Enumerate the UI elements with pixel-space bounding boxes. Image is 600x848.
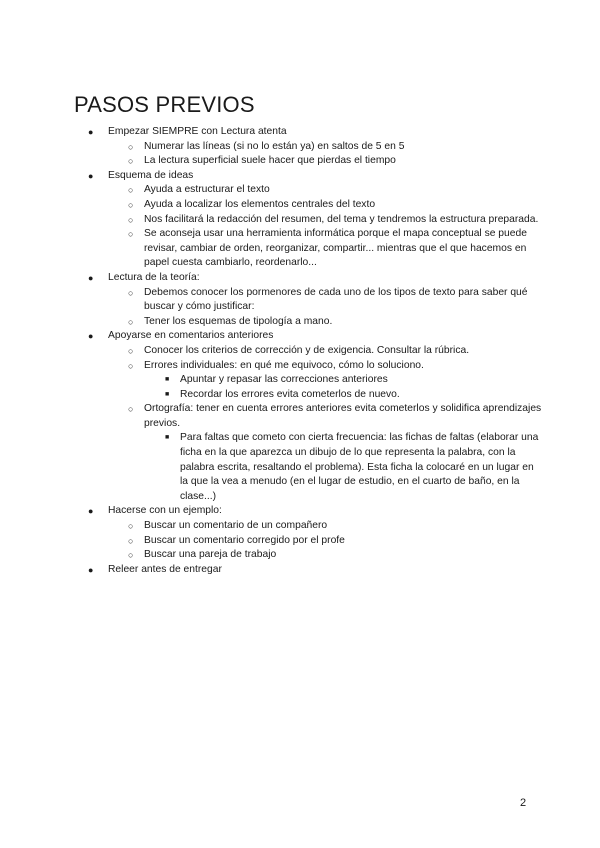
list-item bbox=[82, 504, 542, 562]
list-item-text: Errores individuales: en qué me equivoco, cómo lo soluciono. bbox=[144, 359, 424, 371]
list-item bbox=[82, 286, 542, 315]
page-title: PASOS PREVIOS bbox=[74, 92, 255, 117]
list-item bbox=[82, 213, 542, 228]
bullet-icon: ● bbox=[88, 272, 94, 283]
bullet-icon: ○ bbox=[128, 360, 134, 371]
bullet-icon: ● bbox=[88, 170, 94, 181]
bullet-icon: ○ bbox=[128, 214, 134, 225]
list-item bbox=[82, 563, 542, 578]
bullet-icon: ○ bbox=[128, 141, 134, 152]
list-item bbox=[82, 431, 542, 504]
list-item bbox=[82, 519, 542, 534]
list-item bbox=[82, 169, 542, 271]
bullet-list-level-2 bbox=[108, 519, 542, 563]
bullet-icon: ○ bbox=[128, 229, 134, 240]
list-item-text: Ayuda a estructurar el texto bbox=[144, 184, 270, 196]
bullet-icon: ● bbox=[88, 564, 94, 575]
list-item-text: Tener los esquemas de tipología a mano. bbox=[144, 315, 333, 327]
bullet-icon: ○ bbox=[128, 535, 134, 546]
list-item-text: Apuntar y repasar las correcciones anteriores bbox=[180, 374, 388, 386]
list-item bbox=[82, 140, 542, 155]
bullet-icon: ● bbox=[88, 506, 94, 517]
bullet-icon: ○ bbox=[128, 185, 134, 196]
list-item-text: Empezar SIEMPRE con Lectura atenta bbox=[108, 126, 287, 137]
bullet-icon: ■ bbox=[165, 390, 170, 398]
list-item bbox=[82, 344, 542, 359]
list-item-text: Buscar un comentario corregido por el profe bbox=[144, 534, 345, 546]
list-item-text: Se aconseja usar una herramienta informática porque el mapa conceptual se puede revisar, cambiar de orden, reorganizar, compartir... mientras que el que hacemos en papel cuesta cambiarlo, reordenarlo... bbox=[144, 228, 527, 269]
bullet-icon: ■ bbox=[165, 434, 170, 442]
list-item bbox=[82, 154, 542, 169]
bullet-icon: ○ bbox=[128, 345, 134, 356]
bullet-icon: ● bbox=[88, 127, 94, 137]
bullet-icon: ○ bbox=[128, 316, 134, 327]
list-item-text: Recordar los errores evita cometerlos de nuevo. bbox=[180, 388, 400, 400]
list-item-text: Buscar una pareja de trabajo bbox=[144, 549, 277, 561]
list-item bbox=[82, 183, 542, 198]
list-item-text: Lectura de la teoría: bbox=[108, 271, 200, 283]
list-item-text: Releer antes de entregar bbox=[108, 563, 222, 575]
list-item bbox=[82, 359, 542, 403]
list-item-text: Para faltas que cometo con cierta frecuencia: las fichas de faltas (elaborar una ficha en la que aparezca un dibujo de lo que representa la palabra, con la palabra escrita, resaltando el problema). Esta ficha la colocaré en un lugar en la que la vea a menudo (en el lugar de estudio, en el cuarto de baño, en la clase...) bbox=[180, 432, 539, 502]
bullet-list-level-2 bbox=[108, 140, 542, 169]
bullet-list-level-3 bbox=[144, 373, 542, 402]
bullet-icon: ○ bbox=[128, 287, 134, 298]
list-item-text: Numerar las líneas (si no lo están ya) en saltos de 5 en 5 bbox=[144, 140, 405, 152]
page-number: 2 bbox=[520, 797, 527, 809]
list-item-text: Apoyarse en comentarios anteriores bbox=[108, 330, 274, 342]
list-item bbox=[82, 402, 542, 504]
list-item-text: Conocer los criterios de corrección y de exigencia. Consultar la rúbrica. bbox=[144, 344, 470, 356]
list-item bbox=[82, 388, 542, 403]
list-item-text: Buscar un comentario de un compañero bbox=[144, 520, 328, 532]
list-item-text: Esquema de ideas bbox=[108, 169, 194, 181]
bullet-list-level-2 bbox=[108, 344, 542, 505]
list-item bbox=[82, 271, 542, 329]
list-item-text: Hacerse con un ejemplo: bbox=[108, 505, 222, 517]
list-item-text: Ortografía: tener en cuenta errores anteriores evita cometerlos y solidifica aprendizajes previos. bbox=[144, 403, 542, 429]
list-item bbox=[82, 198, 542, 213]
bullet-list-level-3 bbox=[144, 431, 542, 504]
bullet-icon: ○ bbox=[128, 521, 134, 532]
bullet-icon: ○ bbox=[128, 550, 134, 561]
bullet-icon: ■ bbox=[165, 376, 170, 384]
outline-list bbox=[82, 125, 542, 577]
list-item bbox=[82, 227, 542, 271]
list-item-text: Debemos conocer los pormenores de cada uno de los tipos de texto para saber qué buscar y cómo justificar: bbox=[144, 286, 528, 313]
bullet-icon: ● bbox=[88, 331, 94, 342]
list-item bbox=[82, 534, 542, 549]
bullet-list-level-2 bbox=[108, 286, 542, 330]
list-item bbox=[82, 373, 542, 388]
list-item-text: Ayuda a localizar los elementos centrales del texto bbox=[144, 198, 376, 210]
list-item bbox=[82, 315, 542, 330]
list-item-text: La lectura superficial suele hacer que pierdas el tiempo bbox=[144, 155, 396, 167]
list-item bbox=[82, 548, 542, 563]
bullet-list-level-1 bbox=[82, 125, 542, 577]
bullet-list-level-2 bbox=[108, 183, 542, 271]
list-item bbox=[82, 125, 542, 169]
list-item-text: Nos facilitará la redacción del resumen, del tema y tendremos la estructura preparada. bbox=[144, 213, 539, 225]
bullet-icon: ○ bbox=[128, 404, 134, 415]
list-item bbox=[82, 329, 542, 504]
bullet-icon: ○ bbox=[128, 199, 134, 210]
bullet-icon: ○ bbox=[128, 156, 134, 167]
